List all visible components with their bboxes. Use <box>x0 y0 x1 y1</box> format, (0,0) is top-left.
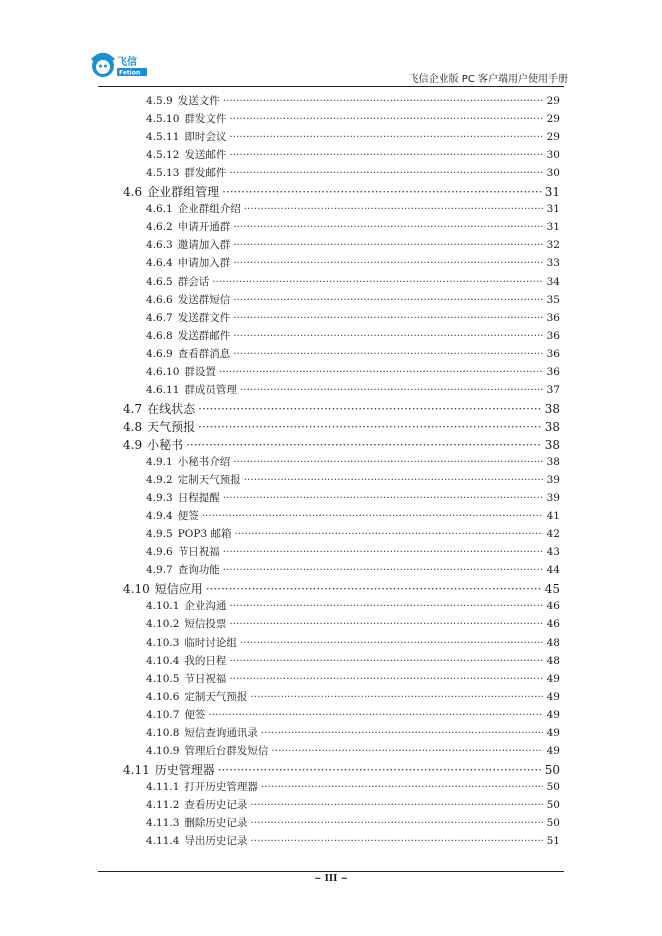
toc-leader-dots <box>229 113 543 125</box>
toc-leader-dots <box>233 221 543 233</box>
toc-leader-dots <box>261 727 543 739</box>
toc-leader-dots <box>198 420 542 434</box>
toc-entry-number: 4.10 <box>123 582 150 597</box>
toc-entry-title: 群会话 <box>177 275 210 288</box>
toc-entry-page: 51 <box>546 835 560 848</box>
toc-entry-title: 短信投票 <box>184 618 227 631</box>
toc-entry-page: 33 <box>546 257 560 270</box>
toc-leader-dots <box>219 366 543 378</box>
toc-entry-title: 企业群组介绍 <box>177 203 241 216</box>
toc-entry[interactable] <box>123 436 560 454</box>
toc-entry[interactable] <box>146 490 560 508</box>
toc-leader-dots <box>223 546 543 558</box>
toc-entry[interactable] <box>123 400 560 418</box>
toc-entry[interactable] <box>146 725 560 743</box>
toc-leader-dots <box>229 618 543 630</box>
toc-entry-page: 36 <box>546 329 560 342</box>
toc-entry-title: 即时会议 <box>184 131 227 144</box>
toc-entry[interactable] <box>146 635 560 653</box>
toc-entry-title: 管理后台群发短信 <box>184 744 269 757</box>
toc-entry-title: 申请开通群 <box>177 221 231 234</box>
toc-entry-page: 43 <box>546 546 560 559</box>
logo-text-en: Fetion <box>119 69 141 77</box>
toc-entry-number: 4.6.9 <box>146 347 173 360</box>
toc-leader-dots <box>229 673 543 685</box>
toc-leader-dots <box>229 167 543 179</box>
toc-entry-page: 46 <box>546 618 560 631</box>
toc-entry-title: 便签 <box>184 708 206 721</box>
toc-entry-number: 4.6.4 <box>146 257 173 270</box>
footer-divider <box>98 871 564 872</box>
toc-leader-dots <box>250 691 543 703</box>
toc-entry[interactable] <box>146 292 560 310</box>
toc-entry[interactable] <box>146 237 560 255</box>
toc-entry-number: 4.10.6 <box>146 690 180 703</box>
page-number: ~ III ~ <box>314 874 348 884</box>
toc-leader-dots <box>198 402 542 416</box>
toc-entry-number: 4.9.1 <box>146 456 173 468</box>
toc-entry-page: 38 <box>546 456 560 468</box>
toc-entry-number: 4.10.1 <box>146 600 180 613</box>
toc-entry-number: 4.8 <box>123 419 143 434</box>
toc-leader-dots <box>240 637 543 649</box>
toc-entry[interactable] <box>146 815 560 833</box>
toc-entry-title: 临时讨论组 <box>184 636 237 649</box>
toc-entry[interactable] <box>146 147 560 165</box>
toc-leader-dots <box>218 763 542 777</box>
toc-entry[interactable] <box>146 689 560 707</box>
toc-entry[interactable] <box>146 616 560 634</box>
toc-entry-title: 群发邮件 <box>184 167 227 180</box>
toc-entry[interactable] <box>146 526 560 544</box>
toc-entry-number: 4.6.2 <box>146 221 173 234</box>
toc-entry-page: 50 <box>546 798 560 811</box>
toc-entry-title: POP3 邮箱 <box>177 528 232 541</box>
toc-entry-page: 36 <box>546 347 560 360</box>
toc-leader-dots <box>212 276 543 288</box>
toc-entry-page: 29 <box>546 131 560 144</box>
toc-entry[interactable] <box>146 201 560 219</box>
toc-entry-title: 打开历史管理器 <box>184 780 258 793</box>
toc-leader-dots <box>233 348 543 360</box>
toc-entry-title: 申请加入群 <box>177 257 231 270</box>
toc-entry[interactable] <box>146 93 560 111</box>
toc-entry[interactable] <box>146 454 560 472</box>
toc-entry[interactable] <box>146 382 560 400</box>
header-divider <box>98 86 564 87</box>
toc-entry-number: 4.5.10 <box>146 113 180 126</box>
toc-entry-title: 天气预报 <box>147 419 196 434</box>
toc-leader-dots <box>233 239 543 251</box>
toc-entry-title: 发送群文件 <box>177 311 231 324</box>
toc-entry-page: 50 <box>546 817 560 829</box>
toc-entry[interactable] <box>146 310 560 328</box>
toc-leader-dots <box>186 438 542 452</box>
toc-entry[interactable] <box>146 779 560 797</box>
toc-entry-title: 导出历史记录 <box>184 835 248 848</box>
toc-entry-page: 48 <box>546 636 560 649</box>
toc-entry[interactable] <box>146 111 560 129</box>
toc-leader-dots <box>229 131 543 143</box>
toc-entry-page: 48 <box>546 654 560 667</box>
fetion-logo-icon <box>90 50 150 82</box>
toc-entry[interactable] <box>146 472 560 490</box>
toc-leader-dots <box>229 149 543 161</box>
toc-leader-dots <box>223 95 543 107</box>
toc-entry-number: 4.6.11 <box>146 383 180 396</box>
toc-leader-dots <box>233 456 543 468</box>
toc-entry-number: 4.10.5 <box>146 672 180 685</box>
toc-entry[interactable] <box>146 364 560 382</box>
toc-entry-title: 查询功能 <box>177 564 220 577</box>
toc-entry[interactable] <box>123 580 560 598</box>
toc-entry[interactable] <box>146 743 560 761</box>
toc-leader-dots <box>240 384 543 396</box>
toc-entry-page: 38 <box>544 437 560 452</box>
toc-leader-dots <box>206 582 542 596</box>
toc-entry-number: 4.6.3 <box>146 239 173 252</box>
toc-entry-title: 发送群短信 <box>177 293 231 306</box>
toc-entry-title: 发送群邮件 <box>177 329 231 342</box>
toc-entry-page: 37 <box>546 383 560 396</box>
toc-entry-title: 定制天气预报 <box>184 690 248 703</box>
toc-entry[interactable] <box>146 833 560 851</box>
toc-entry-number: 4.11.3 <box>146 817 180 829</box>
toc-leader-dots <box>233 330 543 342</box>
toc-leader-dots <box>229 655 543 667</box>
toc-entry-title: 群设置 <box>184 365 216 378</box>
toc-entry[interactable] <box>146 562 560 580</box>
toc-entry-number: 4.5.12 <box>146 149 180 162</box>
toc-entry-title: 群发文件 <box>184 113 227 126</box>
toc-entry-page: 38 <box>544 401 560 416</box>
toc-entry-page: 38 <box>544 419 560 434</box>
toc-entry-number: 4.11.2 <box>146 798 180 811</box>
toc-entry-number: 4.10.7 <box>146 708 180 721</box>
toc-leader-dots <box>229 600 543 612</box>
toc-entry-page: 39 <box>546 474 560 487</box>
toc-entry[interactable] <box>146 653 560 671</box>
toc-entry-page: 49 <box>546 726 560 739</box>
toc-entry-number: 4.10.8 <box>146 726 180 739</box>
toc-leader-dots <box>223 564 543 576</box>
toc-entry-number: 4.9.3 <box>146 492 173 505</box>
toc-leader-dots <box>244 474 543 486</box>
toc-entry-number: 4.11.1 <box>146 780 180 793</box>
toc-entry-title: 历史管理器 <box>154 762 215 777</box>
toc-entry-page: 31 <box>546 203 560 216</box>
toc-entry-number: 4.9.4 <box>146 510 173 523</box>
toc-entry-number: 4.5.11 <box>146 131 180 144</box>
toc-entry-title: 节日祝福 <box>177 546 220 559</box>
toc-entry-number: 4.10.3 <box>146 636 180 649</box>
toc-entry-title: 企业群组管理 <box>147 185 220 200</box>
toc-entry[interactable] <box>146 129 560 147</box>
toc-leader-dots <box>222 185 542 199</box>
toc-entry-page: 50 <box>544 762 560 777</box>
toc-entry-title: 群成员管理 <box>184 383 237 396</box>
toc-entry-page: 29 <box>546 113 560 126</box>
toc-entry-page: 39 <box>546 492 560 505</box>
toc-entry[interactable] <box>146 274 560 292</box>
toc-entry[interactable] <box>146 797 560 815</box>
toc-entry-title: 发送邮件 <box>184 149 227 162</box>
toc-entry-number: 4.7 <box>123 401 143 416</box>
toc-entry-page: 31 <box>546 221 560 234</box>
toc-entry-page: 35 <box>546 293 560 306</box>
toc-entry-title: 短信查询通讯录 <box>184 726 258 739</box>
toc-entry-title: 短信应用 <box>154 582 203 597</box>
toc-entry-page: 49 <box>546 744 560 757</box>
toc-entry-page: 30 <box>546 167 560 180</box>
toc-entry-title: 在线状态 <box>147 401 196 416</box>
toc-entry-number: 4.10.4 <box>146 654 180 667</box>
toc-entry-number: 4.6.6 <box>146 293 173 306</box>
toc-entry-page: 29 <box>546 95 560 107</box>
toc-entry-number: 4.6 <box>123 185 143 200</box>
toc-entry-number: 4.11.4 <box>146 835 180 848</box>
toc-entry-page: 49 <box>546 690 560 703</box>
toc-leader-dots <box>250 835 543 847</box>
toc-entry-number: 4.10.2 <box>146 618 180 631</box>
toc-leader-dots <box>271 745 543 757</box>
toc-entry-title: 查看历史记录 <box>184 798 248 811</box>
toc-entry-number: 4.9.6 <box>146 546 173 559</box>
toc-entry-title: 小秘书 <box>147 437 184 452</box>
toc-entry-number: 4.6.5 <box>146 275 173 288</box>
toc-entry-page: 32 <box>546 239 560 252</box>
toc-entry[interactable] <box>146 328 560 346</box>
toc-entry-number: 4.5.13 <box>146 167 180 180</box>
toc-entry-page: 34 <box>546 275 560 288</box>
toc-entry[interactable] <box>146 165 560 183</box>
toc-entry-title: 便签 <box>177 510 199 523</box>
toc-entry[interactable] <box>146 508 560 526</box>
toc-entry[interactable] <box>123 183 560 201</box>
toc-entry-title: 删除历史记录 <box>184 817 248 829</box>
toc-leader-dots <box>244 203 543 215</box>
toc-entry[interactable] <box>146 598 560 616</box>
toc-entry[interactable] <box>146 671 560 689</box>
toc-entry-number: 4.6.8 <box>146 329 173 342</box>
toc-entry-page: 49 <box>546 708 560 721</box>
toc-entry-page: 46 <box>546 600 560 613</box>
toc-entry-page: 36 <box>546 365 560 378</box>
toc-leader-dots <box>250 817 543 829</box>
toc-entry-page: 36 <box>546 311 560 324</box>
toc-entry-page: 50 <box>546 780 560 793</box>
toc-entry-page: 45 <box>544 582 560 597</box>
toc-entry-title: 邀请加入群 <box>177 239 231 252</box>
toc-entry-number: 4.6.1 <box>146 203 173 216</box>
toc-entry-number: 4.9.5 <box>146 528 173 541</box>
toc-leader-dots <box>250 799 543 811</box>
logo-text-cn: 飞信 <box>117 57 137 68</box>
toc-entry-title: 定制天气预报 <box>177 474 241 487</box>
fetion-logo <box>90 50 150 82</box>
toc-entry-page: 42 <box>546 528 560 541</box>
toc-leader-dots <box>223 492 543 504</box>
toc-entry-page: 49 <box>546 672 560 685</box>
toc-entry[interactable] <box>123 761 560 779</box>
toc-entry-title: 企业沟通 <box>184 600 227 613</box>
toc-entry[interactable] <box>146 255 560 273</box>
toc-entry-number: 4.9.7 <box>146 564 173 577</box>
toc-entry-page: 41 <box>546 510 560 523</box>
toc-leader-dots <box>233 294 543 306</box>
toc-entry-title: 发送文件 <box>177 95 220 107</box>
page-header <box>0 0 662 90</box>
toc-entry-title: 小秘书介绍 <box>177 456 231 468</box>
toc-entry-number: 4.5.9 <box>146 95 173 107</box>
toc-leader-dots <box>261 781 543 793</box>
toc-entry-number: 4.11 <box>123 762 150 777</box>
toc-leader-dots <box>234 528 543 540</box>
toc-entry-number: 4.9.2 <box>146 474 173 487</box>
toc-entry[interactable] <box>146 346 560 364</box>
toc-entry[interactable] <box>146 707 560 725</box>
toc-entry-number: 4.6.10 <box>146 365 180 378</box>
toc-leader-dots <box>233 257 543 269</box>
toc-entry[interactable] <box>146 544 560 562</box>
toc-entry-title: 节日祝福 <box>184 672 227 685</box>
toc-entry-title: 我的日程 <box>184 654 227 667</box>
toc-entry[interactable] <box>146 219 560 237</box>
toc-entry-number: 4.9 <box>123 437 143 452</box>
toc-entry-page: 30 <box>546 149 560 162</box>
toc-entry-title: 日程提醒 <box>177 492 220 505</box>
toc-entry-number: 4.6.7 <box>146 311 173 324</box>
toc-entry-page: 44 <box>546 564 560 577</box>
toc-entry-title: 查看群消息 <box>177 347 231 360</box>
toc-entry[interactable] <box>123 418 560 436</box>
toc-leader-dots <box>233 312 543 324</box>
document-title: 飞信企业版 PC 客户端用户使用手册 <box>408 74 568 85</box>
toc-leader-dots <box>202 510 543 522</box>
toc-entry-number: 4.10.9 <box>146 744 180 757</box>
toc-leader-dots <box>208 709 543 721</box>
toc-entry-page: 31 <box>544 185 560 200</box>
